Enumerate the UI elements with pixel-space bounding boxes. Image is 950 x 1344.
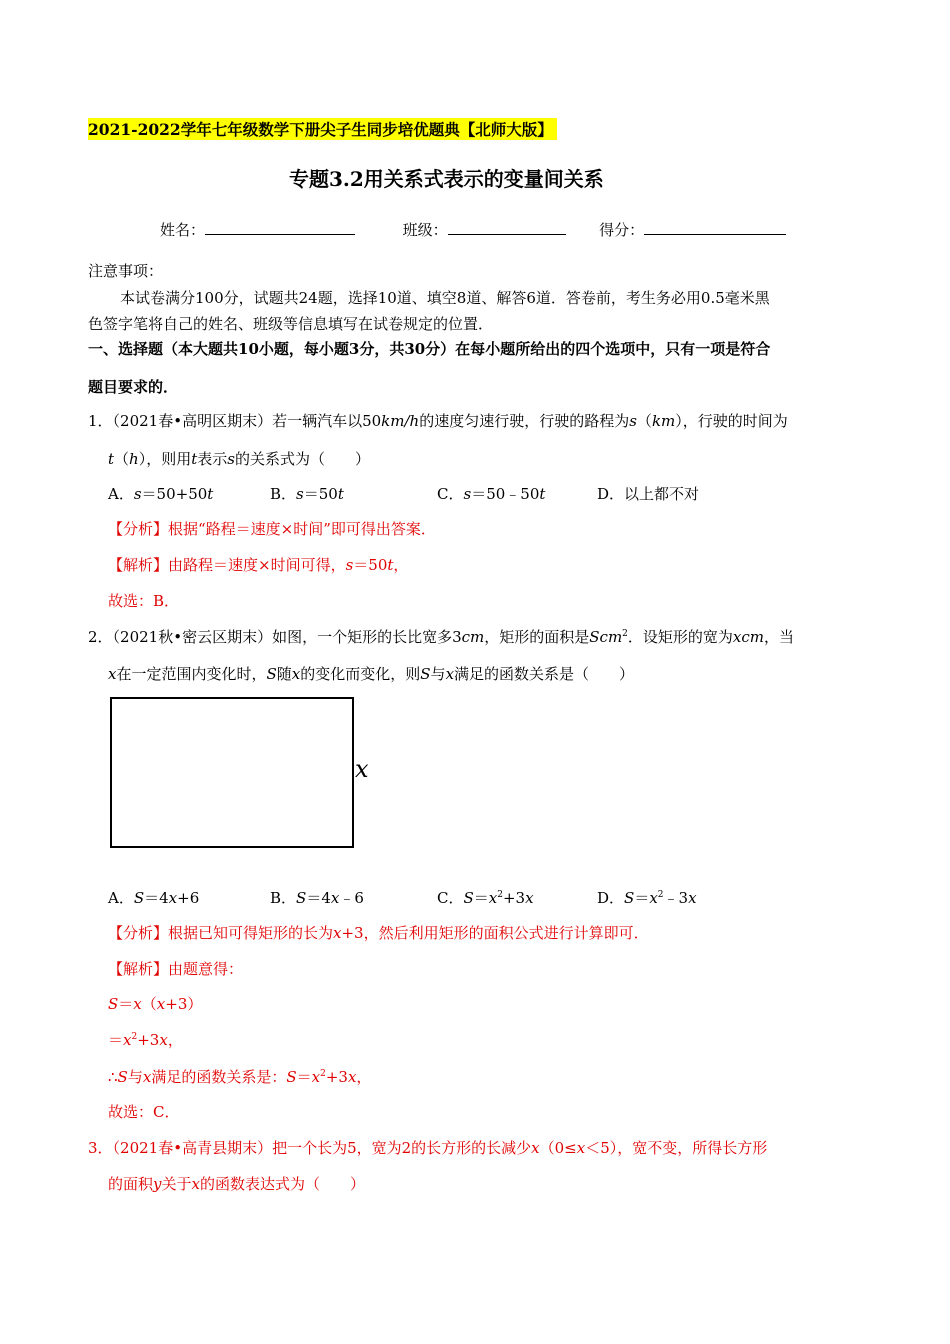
class-blank[interactable]: [448, 220, 566, 235]
q1-var: s: [629, 412, 637, 430]
option-text: ＝50: [303, 485, 338, 503]
step-var: x: [347, 1068, 357, 1086]
info-row: [160, 219, 786, 240]
q1-text: 表示: [197, 450, 228, 468]
option-var: s: [296, 485, 304, 503]
q3-source: （2021春•高青县期末）: [112, 1139, 273, 1157]
q2-var: x: [108, 665, 117, 683]
option-var: t: [207, 485, 214, 503]
q3-var: x: [531, 1139, 540, 1157]
analysis-text: 【分析】根据已知可得矩形的长为: [108, 924, 334, 942]
q2-answer: 故选：C．: [108, 1103, 180, 1121]
q2-text: 如图，一个矩形的长比宽多3: [272, 628, 462, 646]
q2-line1: [88, 626, 794, 647]
analysis-var: x: [333, 924, 342, 942]
q1-text: （: [636, 412, 652, 430]
step-var: x: [142, 1068, 152, 1086]
q3-number: 3．: [88, 1139, 113, 1157]
q3-text: 的面积: [108, 1175, 154, 1193]
option-text: +6: [177, 889, 200, 907]
q1-unit: h: [129, 450, 139, 468]
rectangle-figure: [110, 697, 354, 848]
figure-label-x: x: [355, 755, 369, 783]
q2-var: x: [445, 665, 455, 683]
solution-var: t: [387, 556, 394, 574]
score-label: 得分：: [599, 221, 645, 239]
name-label: 姓名：: [160, 221, 206, 239]
q2-var: S: [266, 665, 277, 683]
q2-text: 的变化而变化，则: [300, 665, 421, 683]
q2-analysis: [108, 922, 649, 943]
q2-option-b[interactable]: [270, 887, 364, 908]
q2-text: 随: [276, 665, 292, 683]
class-label: 班级：: [402, 221, 448, 239]
step-text: ，: [356, 1068, 372, 1086]
step-text: ＝: [118, 995, 134, 1013]
option-var: S: [296, 889, 307, 907]
q2-option-d[interactable]: [597, 887, 697, 908]
step-text: ＝: [108, 1031, 124, 1049]
option-var: x: [168, 889, 178, 907]
step-var: x: [133, 995, 142, 1013]
option-var: t: [539, 485, 546, 503]
q2-line2: [108, 663, 634, 684]
step-text: +3: [137, 1031, 160, 1049]
q2-text: ，当: [764, 628, 795, 646]
q2-text: 在一定范围内变化时，: [116, 665, 267, 683]
q2-option-a[interactable]: [108, 887, 199, 908]
step-text: （: [141, 995, 157, 1013]
step-text: ，: [167, 1031, 183, 1049]
option-var: t: [337, 485, 344, 503]
q1-text: （: [114, 450, 130, 468]
option-text: ﹣6: [339, 889, 364, 907]
option-label: B．: [270, 485, 297, 503]
q2-text: ，矩形的面积是: [484, 628, 590, 646]
step-var: x: [123, 1031, 132, 1049]
q3-line1: [88, 1137, 767, 1158]
step-var: S: [117, 1068, 128, 1086]
option-label: C．: [437, 889, 464, 907]
option-label: D．: [597, 889, 625, 907]
score-blank[interactable]: [644, 220, 786, 235]
q1-text: 的速度匀速行驶，行驶的路程为: [419, 412, 630, 430]
option-var: S: [624, 889, 635, 907]
banner: 2021-2022学年七年级数学下册尖子生同步培优题典【北师大版】: [88, 118, 557, 140]
option-label: C．: [437, 485, 464, 503]
option-text: +3: [502, 889, 526, 907]
q1-text: ），行驶的时间为: [675, 412, 788, 430]
step-text: +3）: [165, 995, 203, 1013]
step-exp: 2: [320, 1069, 326, 1079]
q1-number: 1．: [88, 412, 113, 430]
q2-exp: 2: [622, 629, 628, 639]
step-text: 与: [127, 1068, 143, 1086]
q2-option-c[interactable]: [437, 887, 534, 908]
solution-text: ＝50: [353, 556, 388, 574]
q2-unit: xcm: [732, 628, 765, 646]
option-var: S: [133, 889, 145, 907]
q2-step3: [108, 1066, 371, 1087]
step-var: x: [156, 995, 166, 1013]
option-exp: 2: [497, 890, 503, 900]
notes-line1: 本试卷满分100分，试题共24题，选择10道、填空8道、解答6道．答卷前，考生务必用0.5毫米黑: [120, 289, 770, 307]
option-var: x: [688, 889, 697, 907]
q2-step1: [108, 993, 202, 1014]
q1-text: ），则用: [138, 450, 192, 468]
solution-var: s: [345, 556, 354, 574]
q1-option-d[interactable]: D．以上都不对: [597, 485, 700, 503]
q1-answer: 故选：B．: [108, 592, 180, 610]
q3-text: 把一个长为5，宽为2的长方形的长减少: [272, 1139, 532, 1157]
q1-option-c[interactable]: [437, 483, 545, 504]
option-var: x: [525, 889, 534, 907]
q2-solution: 【解析】由题意得：: [108, 960, 244, 978]
step-var: x: [311, 1068, 321, 1086]
q1-option-a[interactable]: [108, 483, 213, 504]
option-exp: 2: [657, 890, 664, 900]
q3-text: ＜5），宽不变，所得长方形: [585, 1139, 768, 1157]
q1-var: t: [191, 450, 198, 468]
step-var: x: [159, 1031, 168, 1049]
q3-line2: [108, 1173, 365, 1194]
step-exp: 2: [131, 1032, 138, 1042]
q1-text: 若一辆汽车以50: [272, 412, 382, 430]
option-var: S: [463, 889, 474, 907]
q3-text: 的函数表达式为（ ）: [199, 1175, 365, 1193]
q2-text: 与: [430, 665, 446, 683]
option-label: A．: [108, 889, 134, 907]
q1-line2: [108, 448, 370, 469]
q2-var: S: [420, 665, 431, 683]
q2-source: （2021秋•密云区期末）: [112, 628, 273, 646]
solution-text: 【解析】由路程＝速度×时间可得，: [108, 556, 346, 574]
step-text: 满足的函数关系是：: [151, 1068, 287, 1086]
step-var: S: [108, 995, 119, 1013]
option-text: ＝: [634, 889, 650, 907]
option-text: ＝4: [306, 889, 331, 907]
q1-text: 的关系式为（ ）: [234, 450, 370, 468]
q3-var: y: [153, 1175, 162, 1193]
step-text: +3: [325, 1068, 348, 1086]
option-label: A．: [108, 485, 134, 503]
option-text: ＝50+50: [141, 485, 208, 503]
solution-text: ，: [393, 556, 409, 574]
option-text: ＝4: [144, 889, 169, 907]
step-var: S: [286, 1068, 297, 1086]
q1-analysis: 【分析】根据“路程＝速度×时间”即可得出答案．: [108, 520, 436, 538]
option-var: x: [649, 889, 658, 907]
q1-source: （2021春•高明区期末）: [112, 412, 273, 430]
name-blank[interactable]: [205, 220, 355, 235]
option-var: s: [133, 485, 142, 503]
q2-unit: cm: [461, 628, 485, 646]
option-text: ＝50﹣50: [471, 485, 540, 503]
option-var: x: [330, 889, 340, 907]
step-text: ＝: [296, 1068, 312, 1086]
notes-heading: 注意事项：: [88, 262, 164, 280]
q2-step2: [108, 1029, 183, 1050]
q3-text: （0≤: [539, 1139, 577, 1157]
section-heading-line1: 一、选择题（本大题共10小题，每小题3分，共30分）在每小题所给出的四个选项中，只有一项是符合: [88, 340, 771, 358]
q3-text: 关于: [161, 1175, 192, 1193]
option-var: x: [488, 889, 498, 907]
q1-option-b[interactable]: [270, 483, 344, 504]
option-text: ﹣3: [663, 889, 689, 907]
notes-line2: 色签字笔将自己的姓名、班级等信息填写在试卷规定的位置．: [88, 315, 494, 333]
q3-var: x: [191, 1175, 200, 1193]
q1-unit: km: [651, 412, 676, 430]
option-text: ＝: [473, 889, 489, 907]
q2-text: 满足的函数关系是（ ）: [454, 665, 635, 683]
step-text: ∴: [108, 1068, 118, 1086]
q2-text: ．设矩形的宽为: [627, 628, 733, 646]
q2-var: x: [291, 665, 301, 683]
q2-number: 2．: [88, 628, 113, 646]
option-label: B．: [270, 889, 297, 907]
q1-var: s: [227, 450, 235, 468]
q1-solution: [108, 554, 408, 575]
analysis-text: +3，然后利用矩形的面积公式进行计算即可．: [341, 924, 649, 942]
q3-var: x: [576, 1139, 586, 1157]
option-var: s: [463, 485, 472, 503]
section-heading-line2: 题目要求的．: [88, 378, 179, 396]
q1-line1: [88, 410, 788, 431]
q2-unit: Scm: [589, 628, 623, 646]
page-title: 专题3.2用关系式表示的变量间关系: [289, 167, 604, 191]
q1-unit: km/h: [381, 412, 420, 430]
q1-var: t: [108, 450, 115, 468]
